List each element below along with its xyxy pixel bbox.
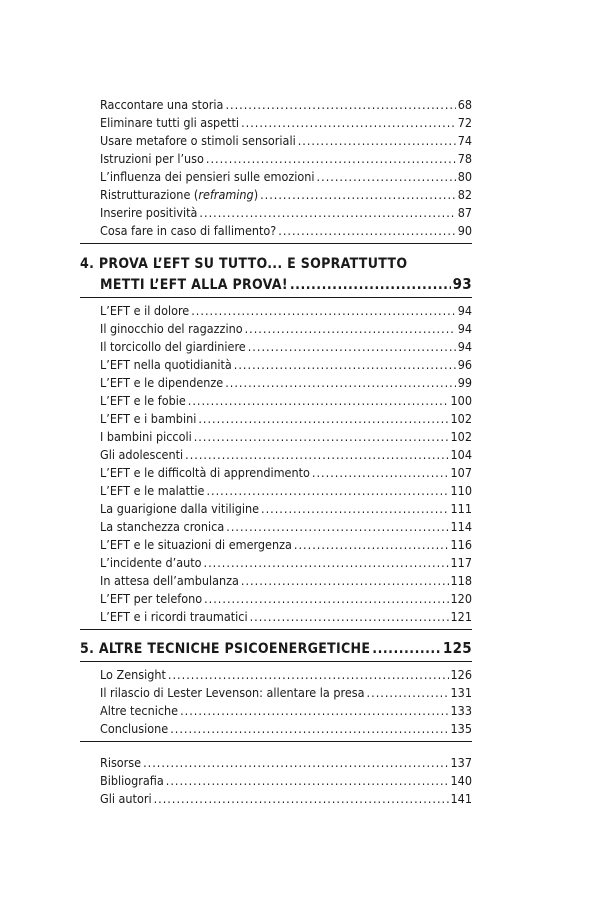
toc-entry xyxy=(80,554,472,572)
toc-entry-page: 140 xyxy=(450,773,472,788)
chapter-title-row xyxy=(80,274,472,294)
chapter-title: 5. ALTRE TECNICHE PSICOENERGETICHE xyxy=(80,641,371,657)
dot-leader xyxy=(225,96,455,114)
section-divider xyxy=(80,243,472,244)
chapter-page: 125 xyxy=(442,639,472,657)
toc-entry-page: 107 xyxy=(450,465,472,480)
toc-entry-page: 121 xyxy=(450,609,472,624)
dot-leader xyxy=(260,186,456,204)
toc-entry-title: In attesa dell’ambulanza xyxy=(100,573,239,588)
dot-leader xyxy=(166,772,449,790)
dot-leader xyxy=(199,204,455,222)
toc-entry-page: 94 xyxy=(457,321,472,336)
toc-entry xyxy=(80,320,472,338)
chapter-4-heading xyxy=(80,254,472,294)
toc-entry-title: Il rilascio di Lester Levenson: allentare la presa xyxy=(100,685,365,700)
dot-leader xyxy=(250,608,449,626)
toc-entry-title: L’EFT e le difficoltà di apprendimento xyxy=(100,465,310,480)
dot-leader xyxy=(185,446,448,464)
dot-leader xyxy=(372,639,441,659)
toc-entry-page: 74 xyxy=(457,133,472,148)
toc-entry-title-part: ) xyxy=(253,187,259,202)
chapter-title-line-2: METTI L’EFT ALLA PROVA! xyxy=(100,277,288,293)
toc-entry-title: Risorse xyxy=(100,755,142,770)
toc-entry-title: Bibliografia xyxy=(100,773,164,788)
toc-entry-title-italic: reframing xyxy=(198,187,254,202)
dot-leader xyxy=(241,572,449,590)
chapter-title-line-1: 4. PROVA L’EFT SU TUTTO... E SOPRATTUTTO xyxy=(80,256,408,272)
toc-entry-page: 78 xyxy=(457,151,472,166)
chapter-5-entries xyxy=(80,666,472,738)
toc-entry xyxy=(80,536,472,554)
toc-entry-page: 117 xyxy=(450,555,472,570)
toc-entry-page: 116 xyxy=(450,537,472,552)
toc-entry xyxy=(80,518,472,536)
dot-leader xyxy=(245,320,456,338)
dot-leader xyxy=(298,132,456,150)
toc-entry-page: 72 xyxy=(457,115,472,130)
toc-entry xyxy=(80,666,472,684)
toc-entry-page: 100 xyxy=(450,393,472,408)
toc-entry-title: L’EFT e le fobie xyxy=(100,393,186,408)
toc-entry-page: 126 xyxy=(450,667,472,682)
toc-entry xyxy=(80,132,472,150)
toc-entry xyxy=(80,222,472,240)
dot-leader xyxy=(143,754,448,772)
toc-entry xyxy=(80,114,472,132)
section-divider xyxy=(80,661,472,662)
toc-entry-title: L’EFT e il dolore xyxy=(100,303,190,318)
toc-entry-page: 141 xyxy=(450,791,472,806)
back-matter xyxy=(80,754,472,808)
toc-entry xyxy=(80,338,472,356)
dot-leader xyxy=(294,536,449,554)
dot-leader xyxy=(204,590,448,608)
toc-entry-title: L’EFT e le dipendenze xyxy=(100,375,224,390)
dot-leader xyxy=(226,518,448,536)
toc-entry xyxy=(80,428,472,446)
toc-entry xyxy=(80,168,472,186)
dot-leader xyxy=(191,302,455,320)
toc-entry-page: 110 xyxy=(450,483,472,498)
dot-leader xyxy=(367,684,449,702)
toc-entry-title-part: Ristrutturazione ( xyxy=(100,187,199,202)
toc-entry-title: Eliminare tutti gli aspetti xyxy=(100,115,240,130)
dot-leader xyxy=(225,374,455,392)
section-divider xyxy=(80,297,472,298)
toc-entry-title: Lo Zensight xyxy=(100,667,166,682)
toc-entry-page: 94 xyxy=(457,303,472,318)
toc-entry-title: L’EFT e le situazioni di emergenza xyxy=(100,537,292,552)
chapter-5-heading xyxy=(80,638,472,658)
toc-entry xyxy=(80,204,472,222)
toc-entry xyxy=(80,446,472,464)
toc-entry-page: 104 xyxy=(450,447,472,462)
dot-leader xyxy=(206,482,448,500)
chapter-title-row xyxy=(80,638,472,658)
dot-leader xyxy=(198,410,448,428)
toc-entry-title: La stanchezza cronica xyxy=(100,519,225,534)
chapter-page: 93 xyxy=(452,275,472,293)
toc-entry-title: L’EFT e i bambini xyxy=(100,411,197,426)
section-divider xyxy=(80,741,472,742)
toc-entry xyxy=(80,608,472,626)
toc-entry xyxy=(80,374,472,392)
toc-entry-title: Gli autori xyxy=(100,791,152,806)
toc-entry xyxy=(80,482,472,500)
toc-entry-title: Il ginocchio del ragazzino xyxy=(100,321,243,336)
dot-leader xyxy=(180,702,448,720)
dot-leader xyxy=(261,500,449,518)
dot-leader xyxy=(194,428,449,446)
toc-entry-page: 114 xyxy=(450,519,472,534)
dot-leader xyxy=(317,168,456,186)
toc-entry xyxy=(80,720,472,738)
toc-entry xyxy=(80,790,472,808)
dot-leader xyxy=(168,666,449,684)
dot-leader xyxy=(188,392,449,410)
toc-entry-title: I bambini piccoli xyxy=(100,429,192,444)
dot-leader xyxy=(241,114,456,132)
chapter-4-entries xyxy=(80,302,472,626)
toc-entry-title: Altre tecniche xyxy=(100,703,179,718)
toc-entry-page: 80 xyxy=(457,169,472,184)
toc-entry xyxy=(80,96,472,114)
toc-entry-title xyxy=(100,186,258,204)
toc-entry-title: La guarigione dalla vitiligine xyxy=(100,501,260,516)
dot-leader xyxy=(290,275,451,295)
toc-entry-page: 131 xyxy=(450,685,472,700)
dot-leader xyxy=(278,222,455,240)
dot-leader xyxy=(234,356,456,374)
toc-entry-title: L’EFT nella quotidianità xyxy=(100,357,232,372)
toc-entry xyxy=(80,702,472,720)
toc-entry xyxy=(80,590,472,608)
chapter-3-continuation xyxy=(80,96,472,240)
toc-entry xyxy=(80,356,472,374)
toc-entry-page: 102 xyxy=(450,411,472,426)
toc-entry xyxy=(80,684,472,702)
dot-leader xyxy=(248,338,456,356)
dot-leader xyxy=(154,790,449,808)
toc-entry-page: 68 xyxy=(457,97,472,112)
dot-leader xyxy=(204,554,449,572)
toc-entry xyxy=(80,410,472,428)
toc-entry-page: 120 xyxy=(450,591,472,606)
toc-entry-page: 90 xyxy=(457,223,472,238)
toc-entry-title: Istruzioni per l’uso xyxy=(100,151,204,166)
toc-entry xyxy=(80,186,472,204)
dot-leader xyxy=(206,150,456,168)
toc-entry-title: Inserire positività xyxy=(100,205,198,220)
toc-entry-page: 87 xyxy=(457,205,472,220)
toc-entry-title: Conclusione xyxy=(100,721,169,736)
toc-entry-page: 99 xyxy=(457,375,472,390)
toc-entry-page: 133 xyxy=(450,703,472,718)
toc-entry-title: Raccontare una storia xyxy=(100,97,224,112)
toc-entry-page: 96 xyxy=(457,357,472,372)
toc-entry-title: Il torcicollo del giardiniere xyxy=(100,339,246,354)
toc-entry-page: 102 xyxy=(450,429,472,444)
toc-entry-page: 137 xyxy=(450,755,472,770)
toc-entry xyxy=(80,500,472,518)
toc-entry xyxy=(80,302,472,320)
toc-entry xyxy=(80,392,472,410)
toc-entry-title: Usare metafore o stimoli sensoriali xyxy=(100,133,296,148)
toc-entry-page: 118 xyxy=(450,573,472,588)
toc-entry xyxy=(80,572,472,590)
toc-entry xyxy=(80,464,472,482)
dot-leader xyxy=(312,464,449,482)
toc-entry-title: L’influenza dei pensieri sulle emozioni xyxy=(100,169,315,184)
toc-entry xyxy=(80,150,472,168)
toc-entry-page: 82 xyxy=(457,187,472,202)
table-of-contents xyxy=(80,96,472,808)
dot-leader xyxy=(170,720,448,738)
toc-entry-title: L’EFT e le malattie xyxy=(100,483,205,498)
toc-entry-page: 94 xyxy=(457,339,472,354)
toc-entry-page: 111 xyxy=(450,501,472,516)
spacer xyxy=(80,746,472,754)
toc-entry-title: Gli adolescenti xyxy=(100,447,184,462)
toc-entry xyxy=(80,754,472,772)
toc-entry xyxy=(80,772,472,790)
toc-entry-title: L’EFT e i ricordi traumatici xyxy=(100,609,248,624)
section-divider xyxy=(80,629,472,630)
toc-entry-title: L’incidente d’auto xyxy=(100,555,202,570)
toc-entry-page: 135 xyxy=(450,721,472,736)
toc-entry-title: Cosa fare in caso di fallimento? xyxy=(100,223,277,238)
toc-entry-title: L’EFT per telefono xyxy=(100,591,203,606)
